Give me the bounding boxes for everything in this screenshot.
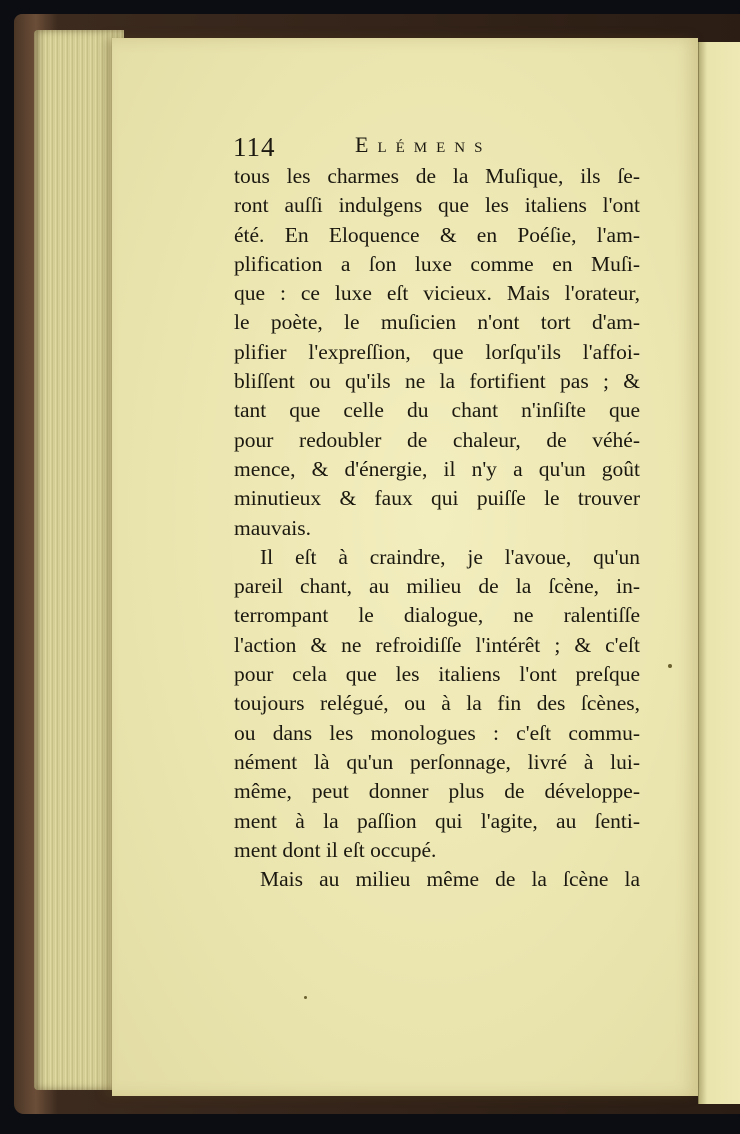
text-line: minutieux & faux qui puiſſe le trouver — [234, 486, 640, 511]
text-line: Il eſt à craindre, je l'avoue, qu'un — [260, 544, 640, 569]
paper-speck — [304, 996, 307, 999]
text-line: même, peut donner plus de développe- — [234, 779, 640, 804]
text-line: mauvais. — [234, 515, 312, 540]
text-line: toujours relégué, ou à la fin des ſcènes, — [234, 691, 640, 716]
text-line: pour redoubler de chaleur, de véhé- — [234, 427, 640, 452]
text-line: tous les charmes de la Muſique, ils ſe- — [234, 164, 640, 188]
page-edges — [34, 30, 124, 1090]
text-line: Mais au milieu même de la ſcène la — [260, 867, 640, 892]
running-head: Elémens — [355, 132, 492, 157]
text-line: pareil chant, au milieu de la ſcène, in- — [234, 574, 640, 599]
text-line: ront auſſi indulgens que les italiens l'ont — [234, 193, 640, 218]
text-line: ou dans les monologues : c'eſt commu- — [234, 720, 640, 745]
text-line: pour cela que les italiens l'ont preſque — [234, 662, 640, 687]
text-line: mence, & d'énergie, il n'y a qu'un goût — [234, 456, 640, 481]
text-line: nément là qu'un perſonnage, livré à lui- — [234, 749, 640, 774]
facing-page-edge — [698, 42, 740, 1104]
text-line: l'action & ne refroidiſſe l'intérêt ; & c'eſt — [234, 632, 640, 657]
text-line: tant que celle du chant n'inſiſte que — [234, 398, 640, 423]
page-header — [233, 128, 653, 164]
paper-speck — [668, 664, 672, 668]
text-line: plification a ſon luxe comme en Muſi- — [234, 251, 640, 276]
text-line: ment dont il eſt occupé. — [234, 837, 437, 862]
text-line: le poète, le muſicien n'ont tort d'am- — [234, 310, 640, 335]
body-text — [234, 162, 640, 894]
text-line: que : ce luxe eſt vicieux. Mais l'orateur, — [234, 281, 640, 306]
text-line: été. En Eloquence & en Poéſie, l'am- — [234, 222, 640, 247]
text-line: plifier l'expreſſion, que lorſqu'ils l'affoi- — [234, 339, 640, 364]
text-line: bliſſent ou qu'ils ne la fortifient pas ; & — [234, 369, 640, 394]
text-line: ment à la paſſion qui l'agite, au ſenti- — [234, 808, 640, 833]
text-line: terrompant le dialogue, ne ralentiſſe — [234, 603, 640, 628]
page-number: 114 — [233, 132, 276, 162]
